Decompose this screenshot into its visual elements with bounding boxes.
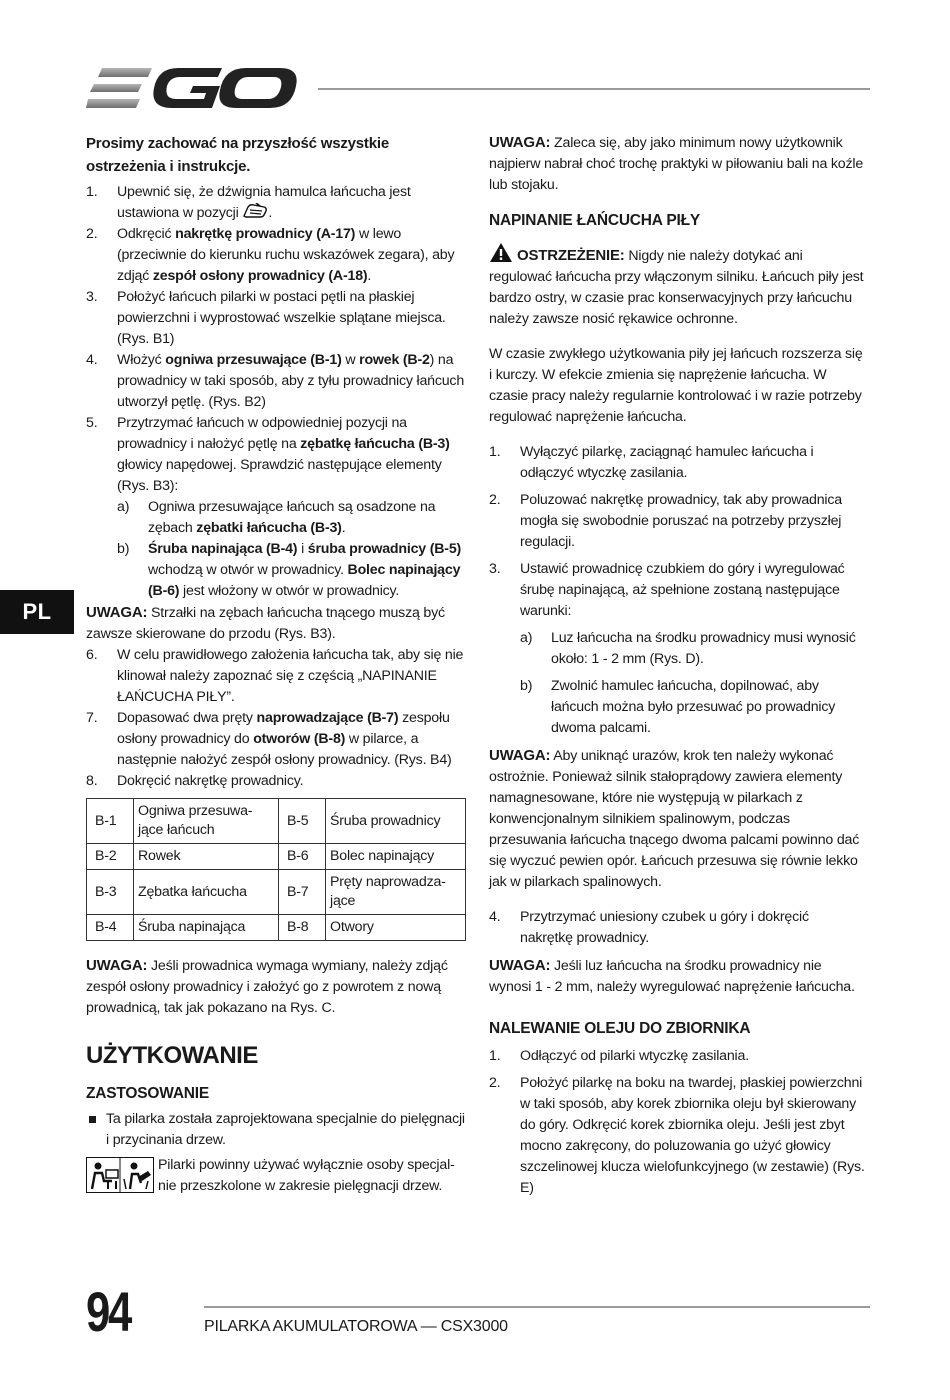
chain-brake-icon <box>242 203 268 219</box>
list-item <box>86 645 468 708</box>
subsection-title: ZASTOSOWANIE <box>86 1085 210 1102</box>
bullet-square-icon <box>89 1116 96 1123</box>
chain-tension-title: NAPINANIE ŁAŃCUCHA PIŁY <box>489 212 700 229</box>
oil-title: NALEWANIE OLEJU DO ZBIORNIKA <box>489 1020 751 1037</box>
assembly-steps-1 <box>86 182 468 497</box>
item-number: 6. <box>86 647 98 663</box>
item-number: 2. <box>489 492 501 508</box>
table-row <box>87 915 466 941</box>
bullet-text: Ta pilarka została zaprojektowana specjalnie do pielęgnacji i przycinania drzew. <box>106 1111 465 1148</box>
part-code: B-1 <box>87 799 134 844</box>
list-item <box>117 539 468 602</box>
text-run: Położyć łańcuch pilarki w postaci pętli na płaskiej powierzchni i wyprostować wszelkie splątane miejsca. (Rys. B1) <box>117 289 446 347</box>
item-text: Zwolnić hamulec łańcucha, dopilnować, aby łańcuch można było przesuwać po prowadnicy dwoma palcami. <box>551 678 836 736</box>
text-run: głowicy napędowej. Sprawdzić następujące elementy (Rys. B3): <box>117 457 442 494</box>
language-tab: PL <box>0 590 74 634</box>
item-number: 1. <box>489 1048 501 1064</box>
list-item <box>489 1073 865 1199</box>
part-description: Śruba prowadnicy <box>326 799 466 844</box>
list-item <box>86 287 468 350</box>
text-run: Upewnić się, że dźwignia hamulca łańcucha jest ustawiona w pozycji <box>117 184 411 221</box>
text-run: zespołu osłony prowadnicy do <box>117 710 450 747</box>
text-run: w pilarce, a następnie nałożyć zespół osłony prowadnicy. (Rys. B4) <box>117 731 452 768</box>
list-item <box>489 907 865 949</box>
list-item <box>117 497 468 539</box>
text-run: . <box>367 268 372 284</box>
bold-run: śruba prowadnicy (B-5) <box>307 541 462 557</box>
item-text: Położyć pilarkę na boku na twardej, płaskiej powierzchni w taki sposób, aby korek zbiornika oleju był skierowany do góry. Odkręcić korek zbiornika oleju. Jeśli jest zbyt mocno zakręcony, do poluzowania go użyć głowicy szczelinowej klucza wielofunkcyjnego (w zestawie) (Rys. E) <box>520 1075 865 1196</box>
part-description: Śruba napinająca <box>134 915 279 941</box>
item-number: 2. <box>489 1075 501 1091</box>
bold-run: otworów (B-8) <box>253 731 346 747</box>
part-description: Pręty naprowadza-jące <box>326 870 466 915</box>
note-2 <box>86 955 468 1019</box>
part-description: Otwory <box>326 915 466 941</box>
item-number: a) <box>117 499 130 515</box>
note-text: Aby uniknąć urazów, krok ten należy wykonać ostrożnie. Ponieważ silnik stałoprądowy zawiera elementy namagnesowane, które nie występują w pilarkach z konwencjonalnym silnikiem spalinowym, podczas przesuwania łańcucha tnącego dwoma palcami powinno dać się wyczuć pewien opór. Łańcuch przesuwa się równie lekko jak w pilarkach spalinowych. <box>489 748 860 890</box>
item-number: 8. <box>86 773 98 789</box>
item-text <box>117 184 411 221</box>
text-run: jest włożony w otwór w prowadnicy. <box>179 583 400 599</box>
text-run: Dokręcić nakrętkę prowadnicy. <box>117 773 304 789</box>
list-item <box>520 628 865 670</box>
note-label: UWAGA: <box>86 604 148 621</box>
tension-steps <box>489 442 865 622</box>
item-text <box>117 415 450 494</box>
item-number: a) <box>520 630 533 646</box>
assembly-substeps <box>86 497 468 602</box>
item-text <box>117 710 452 768</box>
note-label: UWAGA: <box>489 747 551 764</box>
table-row <box>87 844 466 870</box>
tension-paragraph: W czasie zwykłego użytkowania piły jej łańcuch rozszerza się i kurczy. W efekcie zmienia się naprężenie łańcucha. W czasie pracy należy regularnie kontrolować i w razie potrzeby regulować naprężenie łańcucha. <box>489 346 863 425</box>
parts-table <box>86 798 466 941</box>
assembly-steps-2 <box>86 645 468 792</box>
list-item <box>520 676 865 739</box>
list-item <box>86 708 468 771</box>
bold-run: zębatkę łańcucha (B-3) <box>300 436 450 452</box>
page-number: 94 <box>86 1280 130 1343</box>
item-text <box>117 773 303 789</box>
warning-label: OSTRZEŻENIE: <box>517 247 625 264</box>
item-text: Wyłączyć pilarkę, zaciągnąć hamulec łańcucha i odłączyć wtyczkę zasilania. <box>520 444 814 481</box>
note-0 <box>489 132 865 196</box>
note-label: UWAGA: <box>489 957 551 974</box>
oil-steps <box>489 1046 865 1199</box>
part-code: B-3 <box>87 870 134 915</box>
trained-user-notice <box>86 1155 468 1197</box>
text-run: Dopasować dwa pręty <box>117 710 257 726</box>
warning-block <box>489 242 865 330</box>
right-column <box>489 132 865 1199</box>
list-item <box>489 490 865 553</box>
text-run: w <box>341 352 360 368</box>
part-description: Bolec napinający <box>326 844 466 870</box>
text-run: Ogniwa przesuwające łańcuch są osadzone na zębach <box>148 499 436 536</box>
item-number: 1. <box>86 184 98 200</box>
list-item <box>489 559 865 622</box>
warning-text: Nigdy nie należy dotykać ani regulować łańcucha przy włączonym silniku. Łańcuch piły jest bardzo ostry, w czasie prac konserwacyjnych przy łańcuchu należy zawsze nosić rękawice ochronne. <box>489 248 864 327</box>
note-tension-2 <box>489 955 865 998</box>
item-text: Ustawić prowadnicę czubkiem do góry i wyregulować śrubę napinającą, aż spełnione zostaną następujące warunki: <box>520 561 845 619</box>
item-text <box>148 541 461 599</box>
item-number: 3. <box>489 561 501 577</box>
item-text: Luz łańcucha na środku prowadnicy musi wynosić około: 1 - 2 mm (Rys. D). <box>551 630 856 667</box>
footer-title: PILARKA AKUMULATOROWA — CSX3000 <box>204 1318 508 1335</box>
note-text: Zaleca się, aby jako minimum nowy użytkownik najpierw nabrał choć trochę praktyki w piłowaniu bali na koźle lub stojaku. <box>489 135 864 193</box>
bullet-item <box>86 1109 468 1151</box>
bold-run: ogniwa przesuwające (B-1) <box>165 352 342 368</box>
item-number: 7. <box>86 710 98 726</box>
item-number: b) <box>520 678 533 694</box>
table-row <box>87 870 466 915</box>
item-number: 5. <box>86 415 98 431</box>
list-item <box>489 442 865 484</box>
tension-substeps <box>489 628 865 739</box>
notice-text: Pilarki powinny używać wyłącznie osoby specjal-nie przeszkolone w zakresie pielęgnacji drzew. <box>158 1157 455 1194</box>
left-column <box>86 132 468 1197</box>
text-run: Przytrzymać łańcuch w odpowiedniej pozycji na prowadnicy i nałożyć pętlę na <box>117 415 407 452</box>
list-item <box>86 413 468 497</box>
note-text: Strzałki na zębach łańcucha tnącego muszą być zawsze skierowane do przodu (Rys. B3). <box>86 605 445 642</box>
text-run: Odkręcić <box>117 226 176 242</box>
item-number: b) <box>117 541 130 557</box>
text-run: . <box>341 520 346 536</box>
table-row <box>87 799 466 844</box>
part-description: Rowek <box>134 844 279 870</box>
part-code: B-6 <box>279 844 326 870</box>
bold-run: naprowadzające (B-7) <box>256 710 399 726</box>
item-text <box>117 226 454 284</box>
note-tension-1 <box>489 745 865 893</box>
ego-logo <box>86 62 298 114</box>
text-run: wchodzą w otwór w prowadnicy. <box>148 562 348 578</box>
footer-rule <box>204 1306 870 1308</box>
item-text <box>117 352 464 410</box>
text-run: i <box>297 541 308 557</box>
bold-run: nakrętkę prowadnicy (A-17) <box>175 226 356 242</box>
text-run: . <box>268 205 273 221</box>
item-text <box>117 647 463 705</box>
text-run: Włożyć <box>117 352 166 368</box>
list-item <box>86 350 468 413</box>
bold-run: rowek (B-2 <box>359 352 430 368</box>
bold-run: Bolec napinający (B-6) <box>148 562 461 599</box>
note-1 <box>86 602 468 645</box>
intro-text: Prosimy zachować na przyszłość wszystkie ostrzeżenia i instrukcje. <box>86 135 389 175</box>
item-number: 3. <box>86 289 98 305</box>
item-text <box>148 499 435 536</box>
note-label: UWAGA: <box>489 134 551 151</box>
text-run: w lewo (przeciwnie do kierunku ruchu wskazówek zegara), aby zdjąć <box>117 226 455 284</box>
item-number: 4. <box>489 909 501 925</box>
item-text: Przytrzymać uniesiony czubek u góry i dokręcić nakrętkę prowadnicy. <box>520 909 809 946</box>
part-code: B-8 <box>279 915 326 941</box>
list-item <box>86 182 468 224</box>
list-item <box>489 1046 865 1067</box>
list-item <box>86 771 468 792</box>
text-run: ) na prowadnicy w taki sposób, aby z tyłu prowadnicy łańcuch utworzył pętlę. (Rys. B2) <box>117 352 465 410</box>
item-number: 1. <box>489 444 501 460</box>
note-text: Jeśli prowadnica wymaga wymiany, należy zdjąć zespół osłony prowadnicy i założyć go z powrotem z nową prowadnicą, tak jak pokazano na Rys. C. <box>86 958 448 1016</box>
item-text <box>117 289 446 347</box>
bold-run: zębatki łańcucha (B-3) <box>196 520 342 536</box>
text-run: W celu prawidłowego założenia łańcucha tak, aby się nie klinował należy zapoznać się z częścią „NAPINANIE ŁAŃCUCHA PIŁY”. <box>117 647 464 705</box>
item-number: 2. <box>86 226 98 242</box>
part-code: B-2 <box>87 844 134 870</box>
part-description: Zębatka łańcucha <box>134 870 279 915</box>
note-label: UWAGA: <box>86 957 148 974</box>
bold-run: Śruba napinająca (B-4) <box>148 541 298 557</box>
list-item <box>86 224 468 287</box>
part-code: B-7 <box>279 870 326 915</box>
part-code: B-5 <box>279 799 326 844</box>
header-rule <box>318 88 870 90</box>
part-description: Ogniwa przesuwa-jące łańcuch <box>134 799 279 844</box>
trained-user-icon <box>86 1157 154 1193</box>
section-title: UŻYTKOWANIE <box>86 1042 258 1069</box>
item-text: Odłączyć od pilarki wtyczkę zasilania. <box>520 1048 749 1064</box>
bold-run: zespół osłony prowadnicy (A-18) <box>152 268 368 284</box>
warning-triangle-icon <box>489 242 513 263</box>
item-number: 4. <box>86 352 98 368</box>
note-text: Jeśli luz łańcucha na środku prowadnicy nie wynosi 1 - 2 mm, należy wyregulować naprężenie łańcucha. <box>489 958 855 995</box>
item-text: Poluzować nakrętkę prowadnicy, tak aby prowadnica mogła się swobodnie poruszać na potrzeby przyszłej regulacji. <box>520 492 842 550</box>
part-code: B-4 <box>87 915 134 941</box>
